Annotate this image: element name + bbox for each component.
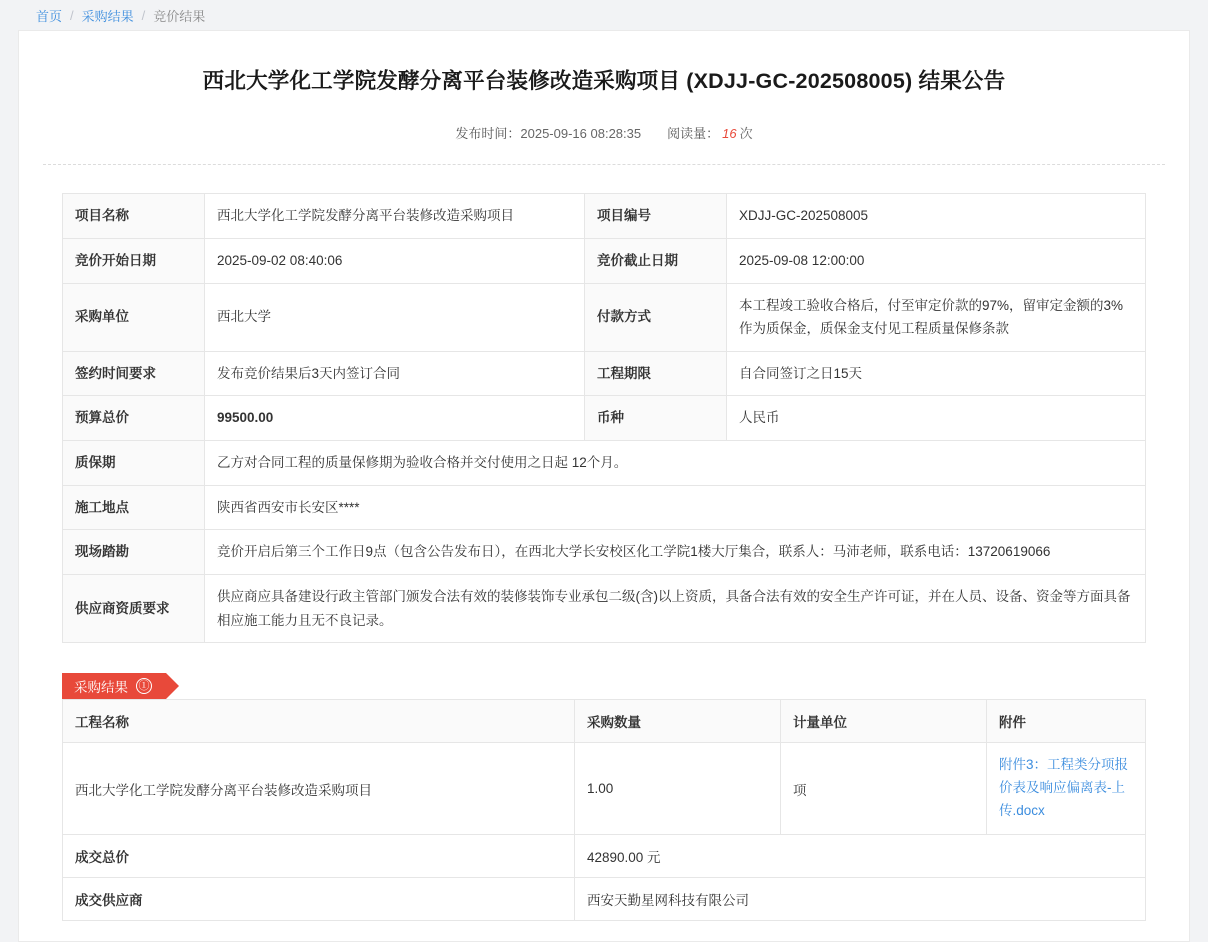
publish-time-value: 2025-09-16 08:28:35 bbox=[520, 126, 642, 142]
read-count-unit: 次 bbox=[739, 126, 753, 142]
announcement-card bbox=[18, 30, 1190, 942]
breadcrumb-separator-1: / bbox=[70, 7, 74, 23]
info-value: 本工程竣工验收合格后，付至审定价款的97%，留审定金额的3%作为质保金，质保金支付见工程质量保修条款 bbox=[727, 283, 1146, 351]
info-label: 质保期 bbox=[63, 441, 205, 486]
publish-time-label: 发布时间： bbox=[455, 126, 521, 142]
info-value: 陕西省西安市长安区**** bbox=[205, 485, 1146, 530]
budget-total-value: 99500.00 bbox=[205, 396, 585, 441]
info-value: 竞价开启后第三个工作日9点（包含公告发布日），在西北大学长安校区化工学院1楼大厅集合，联系人：马沛老师，联系电话：13720619066 bbox=[205, 530, 1146, 575]
supplier-label: 成交供应商 bbox=[63, 877, 575, 920]
info-label: 项目编号 bbox=[585, 194, 727, 239]
column-header-quantity: 采购数量 bbox=[575, 700, 781, 743]
result-index-badge: ① bbox=[136, 678, 152, 694]
total-price-value: 42890.00 元 bbox=[575, 834, 1146, 877]
read-count-value: 16 bbox=[722, 126, 737, 142]
divider bbox=[43, 164, 1165, 165]
table-row bbox=[63, 194, 1146, 239]
column-header-name: 工程名称 bbox=[63, 700, 575, 743]
result-ribbon-label: 采购结果 bbox=[74, 680, 128, 696]
table-row bbox=[63, 485, 1146, 530]
info-label: 预算总价 bbox=[63, 396, 205, 441]
read-count-label: 阅读量： bbox=[667, 126, 720, 142]
column-header-unit: 计量单位 bbox=[781, 700, 987, 743]
result-project-name: 西北大学化工学院发酵分离平台装修改造采购项目 bbox=[63, 743, 575, 835]
table-row bbox=[63, 877, 1146, 920]
table-header-row bbox=[63, 700, 1146, 743]
project-info-table bbox=[62, 193, 1146, 643]
title-block bbox=[19, 31, 1189, 142]
info-value: XDJJ-GC-202508005 bbox=[727, 194, 1146, 239]
info-label: 签约时间要求 bbox=[63, 351, 205, 396]
breadcrumb-level2[interactable]: 采购结果 bbox=[81, 8, 134, 24]
result-quantity: 1.00 bbox=[575, 743, 781, 835]
info-value: 自合同签订之日15天 bbox=[727, 351, 1146, 396]
info-value: 西北大学 bbox=[205, 283, 585, 351]
breadcrumb-separator-2: / bbox=[141, 7, 146, 23]
breadcrumb-current: 竞价结果 bbox=[153, 8, 206, 24]
info-label: 现场踏勘 bbox=[63, 530, 205, 575]
info-label: 项目名称 bbox=[63, 194, 205, 239]
breadcrumb-home[interactable]: 首页 bbox=[36, 8, 63, 24]
info-value: 乙方对合同工程的质量保修期为验收合格并交付使用之日起 12个月。 bbox=[205, 441, 1146, 486]
info-label: 施工地点 bbox=[63, 485, 205, 530]
result-ribbon bbox=[62, 673, 166, 699]
info-label: 竞价开始日期 bbox=[63, 238, 205, 283]
table-row bbox=[63, 530, 1146, 575]
read-count-group bbox=[667, 123, 753, 142]
info-label: 采购单位 bbox=[63, 283, 205, 351]
info-label: 供应商资质要求 bbox=[63, 574, 205, 642]
result-section-header bbox=[62, 673, 1146, 699]
table-row bbox=[63, 834, 1146, 877]
publish-time-group bbox=[455, 123, 641, 142]
info-value: 2025-09-08 12:00:00 bbox=[727, 238, 1146, 283]
announcement-meta bbox=[79, 123, 1129, 142]
info-value: 2025-09-02 08:40:06 bbox=[205, 238, 585, 283]
info-value: 供应商应具备建设行政主管部门颁发合法有效的装修装饰专业承包二级(含)以上资质，具备合法有效的安全生产许可证，并在人员、设备、资金等方面具备相应施工能力且无不良记录。 bbox=[205, 574, 1146, 642]
info-label: 币种 bbox=[585, 396, 727, 441]
total-price-label: 成交总价 bbox=[63, 834, 575, 877]
info-label: 竞价截止日期 bbox=[585, 238, 727, 283]
purchase-result-table bbox=[62, 699, 1146, 921]
result-attachment-cell bbox=[987, 743, 1146, 835]
page-title: 西北大学化工学院发酵分离平台装修改造采购项目 (XDJJ-GC-202508005) 结果公告 bbox=[202, 69, 1006, 93]
breadcrumb bbox=[0, 0, 1208, 30]
table-row bbox=[63, 441, 1146, 486]
info-value: 发布竞价结果后3天内签订合同 bbox=[205, 351, 585, 396]
table-row bbox=[63, 283, 1146, 351]
table-row bbox=[63, 743, 1146, 835]
table-row bbox=[63, 351, 1146, 396]
column-header-attachment: 附件 bbox=[987, 700, 1146, 743]
table-row bbox=[63, 574, 1146, 642]
info-value: 人民币 bbox=[727, 396, 1146, 441]
result-unit: 项 bbox=[781, 743, 987, 835]
info-label: 付款方式 bbox=[585, 283, 727, 351]
table-row bbox=[63, 238, 1146, 283]
info-value: 西北大学化工学院发酵分离平台装修改造采购项目 bbox=[205, 194, 585, 239]
attachment-link[interactable]: 附件3：工程类分项报价表及响应偏离表-上传.docx bbox=[999, 757, 1129, 818]
supplier-value: 西安天勤星网科技有限公司 bbox=[575, 877, 1146, 920]
table-row bbox=[63, 396, 1146, 441]
info-label: 工程期限 bbox=[585, 351, 727, 396]
